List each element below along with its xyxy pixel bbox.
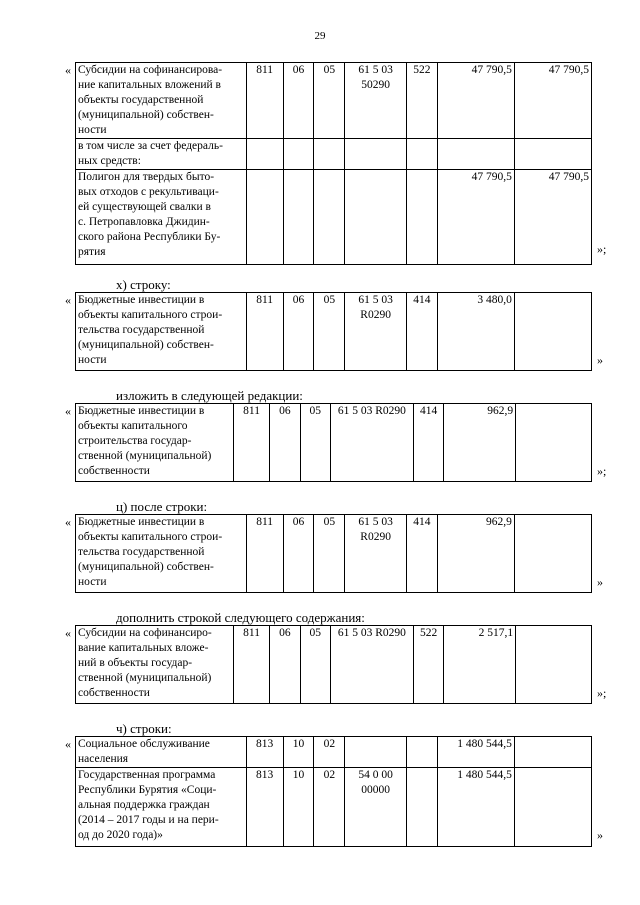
amount-cell: 47 790,5 (437, 170, 514, 265)
section-code-cell: 06 (283, 63, 314, 139)
budget-table (75, 62, 592, 265)
cell-text-line: R0290 (360, 309, 391, 321)
target-article-cell (345, 139, 407, 170)
name-cell (76, 293, 247, 371)
expense-type-cell: 414 (413, 404, 443, 482)
name-cell (76, 768, 247, 847)
name-cell (76, 626, 234, 704)
opening-quote-mark: « (65, 515, 71, 529)
ministry-code-cell: 811 (233, 404, 269, 482)
target-article-cell (345, 63, 407, 139)
table-row (76, 626, 592, 704)
cell-text-line: Бюджетные инвестиции в (78, 516, 205, 528)
amount-cell (516, 626, 592, 704)
table-row (76, 293, 592, 371)
expense-type-cell (406, 737, 437, 768)
closing-quote-mark: » (597, 353, 603, 367)
amount-cell: 47 790,5 (437, 63, 514, 139)
amendment-heading: х) строку: (116, 277, 171, 292)
table-row (76, 404, 592, 482)
subsection-code-cell: 05 (300, 404, 330, 482)
ministry-code-cell: 811 (246, 293, 283, 371)
section-code-cell: 06 (283, 515, 314, 593)
table-row (76, 768, 592, 847)
section-code-cell: 10 (283, 737, 314, 768)
cell-text-line: од до 2020 года)» (78, 829, 163, 841)
section-code-cell: 06 (270, 404, 300, 482)
cell-text-line: вание капитальных вложе- (78, 642, 209, 654)
ministry-code-cell (246, 170, 283, 265)
amendment-heading: дополнить строкой следующего содержания: (116, 610, 365, 625)
cell-text-line: ности (78, 124, 107, 136)
cell-text-line: Субсидии на софинансиро- (78, 627, 212, 639)
target-article-cell (345, 515, 407, 593)
name-cell (76, 404, 234, 482)
amendment-heading: ц) после строки: (116, 499, 208, 514)
subsection-code-cell: 02 (314, 768, 345, 847)
subsection-code-cell: 05 (300, 626, 330, 704)
ministry-code-cell: 811 (246, 515, 283, 593)
table-row (76, 515, 592, 593)
amount-cell (514, 515, 591, 593)
cell-text-line: Полигон для твердых быто- (78, 171, 215, 183)
page-number: 29 (314, 30, 326, 42)
closing-quote-mark: »; (597, 242, 607, 256)
table-row (76, 737, 592, 768)
cell-text-line: 61 5 03 R0290 (337, 405, 406, 417)
ministry-code-cell (246, 139, 283, 170)
opening-quote-mark: « (65, 737, 71, 751)
table-row (76, 170, 592, 265)
target-article-cell (345, 293, 407, 371)
cell-text-line: Социальное обслуживание (78, 738, 210, 750)
target-article-cell (345, 170, 407, 265)
amount-cell: 962,9 (444, 404, 516, 482)
budget-table (75, 736, 592, 847)
target-article-cell (345, 768, 407, 847)
cell-text-line: (2014 – 2017 годы и на пери- (78, 814, 219, 826)
cell-text-line: Субсидии на софинансирова- (78, 64, 223, 76)
cell-text-line: объекты капитального строи- (78, 309, 223, 321)
amount-cell: 2 517,1 (444, 626, 516, 704)
budget-table (75, 403, 592, 482)
cell-text-line: Бюджетные инвестиции в (78, 294, 205, 306)
cell-text-line: (муниципальной) собствен- (78, 109, 214, 121)
subsection-code-cell: 05 (314, 515, 345, 593)
expense-type-cell: 522 (413, 626, 443, 704)
amount-cell (514, 139, 591, 170)
amount-cell (516, 404, 592, 482)
amount-cell: 47 790,5 (514, 63, 591, 139)
cell-text-line: тельства государственной (78, 546, 205, 558)
section-code-cell: 06 (283, 293, 314, 371)
cell-text-line: объекты капитального (78, 420, 188, 432)
expense-type-cell: 522 (406, 63, 437, 139)
name-cell (76, 737, 247, 768)
cell-text-line: с. Петропавловка Джидин- (78, 216, 210, 228)
subsection-code-cell: 02 (314, 737, 345, 768)
table-row (76, 63, 592, 139)
subsection-code-cell: 05 (314, 63, 345, 139)
amount-cell: 962,9 (437, 515, 514, 593)
expense-type-cell (406, 768, 437, 847)
cell-text-line: 50290 (361, 79, 390, 91)
ministry-code-cell: 813 (246, 737, 283, 768)
cell-text-line: объекты государственной (78, 94, 204, 106)
table-row (76, 139, 592, 170)
ministry-code-cell: 811 (246, 63, 283, 139)
cell-text-line: ственной (муниципальной) (78, 450, 212, 462)
amount-cell (514, 737, 591, 768)
cell-text-line: собственности (78, 687, 150, 699)
cell-text-line: (муниципальной) собствен- (78, 339, 214, 351)
closing-quote-mark: » (597, 828, 603, 842)
cell-text-line: Республики Бурятия «Соци- (78, 784, 217, 796)
amount-cell: 47 790,5 (514, 170, 591, 265)
section-code-cell (283, 139, 314, 170)
cell-text-line: ственной (муниципальной) (78, 672, 212, 684)
opening-quote-mark: « (65, 626, 71, 640)
cell-text-line: вых отходов с рекультиваци- (78, 186, 219, 198)
opening-quote-mark: « (65, 404, 71, 418)
amount-cell: 1 480 544,5 (437, 768, 514, 847)
budget-table (75, 292, 592, 371)
budget-table (75, 514, 592, 593)
subsection-code-cell (314, 139, 345, 170)
cell-text-line: ний в объекты государ- (78, 657, 193, 669)
cell-text-line: населения (78, 753, 129, 765)
cell-text-line: 61 5 03 (358, 64, 393, 76)
expense-type-cell: 414 (406, 293, 437, 371)
section-code-cell (283, 170, 314, 265)
section-code-cell: 06 (270, 626, 300, 704)
amendment-heading: ч) строки: (116, 721, 172, 736)
cell-text-line: 54 0 00 (358, 769, 393, 781)
expense-type-cell (406, 139, 437, 170)
cell-text-line: тельства государственной (78, 324, 205, 336)
cell-text-line: 61 5 03 (358, 516, 393, 528)
expense-type-cell (406, 170, 437, 265)
name-cell (76, 139, 247, 170)
cell-text-line: собственности (78, 465, 150, 477)
cell-text-line: ей существующей свалки в (78, 201, 211, 213)
cell-text-line: ности (78, 354, 107, 366)
cell-text-line: Государственная программа (78, 769, 216, 781)
amount-cell: 3 480,0 (437, 293, 514, 371)
target-article-cell (330, 626, 413, 704)
cell-text-line: (муниципальной) собствен- (78, 561, 214, 573)
subsection-code-cell (314, 170, 345, 265)
cell-text-line: 00000 (361, 784, 390, 796)
name-cell (76, 515, 247, 593)
cell-text-line: строительства государ- (78, 435, 192, 447)
cell-text-line: рятия (78, 246, 106, 258)
cell-text-line: ности (78, 576, 107, 588)
section-code-cell: 10 (283, 768, 314, 847)
amount-cell: 1 480 544,5 (437, 737, 514, 768)
opening-quote-mark: « (65, 63, 71, 77)
amount-cell (514, 293, 591, 371)
expense-type-cell: 414 (406, 515, 437, 593)
ministry-code-cell: 813 (246, 768, 283, 847)
closing-quote-mark: » (597, 575, 603, 589)
budget-table (75, 625, 592, 704)
closing-quote-mark: »; (597, 464, 607, 478)
cell-text-line: объекты капитального строи- (78, 531, 223, 543)
opening-quote-mark: « (65, 293, 71, 307)
cell-text-line: 61 5 03 (358, 294, 393, 306)
cell-text-line: в том числе за счет федераль- (78, 140, 223, 152)
cell-text-line: альная поддержка граждан (78, 799, 210, 811)
subsection-code-cell: 05 (314, 293, 345, 371)
target-article-cell (330, 404, 413, 482)
cell-text-line: Бюджетные инвестиции в (78, 405, 205, 417)
cell-text-line: R0290 (360, 531, 391, 543)
cell-text-line: 61 5 03 R0290 (337, 627, 406, 639)
closing-quote-mark: »; (597, 686, 607, 700)
name-cell (76, 170, 247, 265)
amendment-heading: изложить в следующей редакции: (116, 388, 303, 403)
amount-cell (514, 768, 591, 847)
amount-cell (437, 139, 514, 170)
ministry-code-cell: 811 (233, 626, 269, 704)
name-cell (76, 63, 247, 139)
target-article-cell (345, 737, 407, 768)
cell-text-line: ского района Республики Бу- (78, 231, 221, 243)
cell-text-line: ние капитальных вложений в (78, 79, 221, 91)
cell-text-line: ных средств: (78, 155, 141, 167)
